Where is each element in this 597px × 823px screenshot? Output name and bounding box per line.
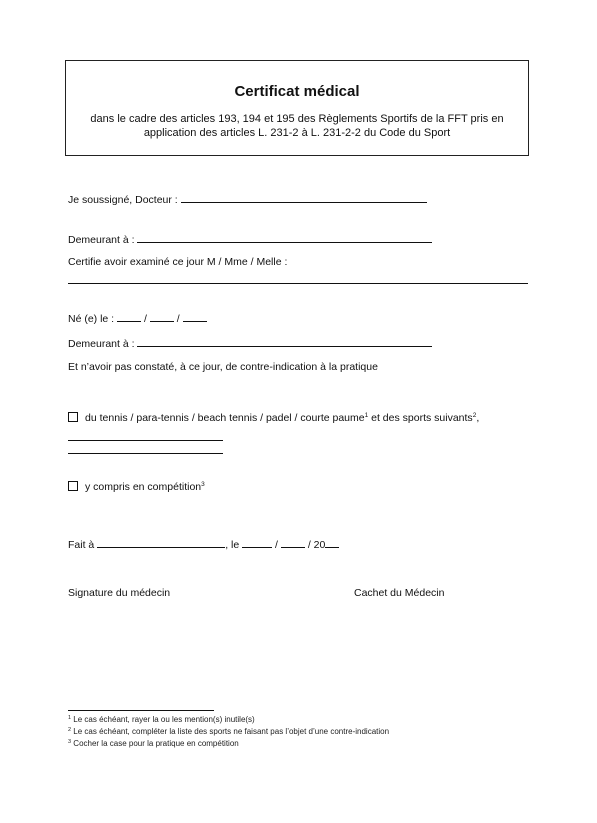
footnote-2 bbox=[68, 727, 389, 736]
footnote-text: Cocher la case pour la pratique en compétition bbox=[73, 739, 239, 748]
birth-year-field[interactable] bbox=[183, 311, 207, 322]
residing2-row bbox=[68, 336, 432, 350]
footnote-number: 2 bbox=[68, 727, 72, 733]
done-at-label: Fait à bbox=[68, 539, 95, 551]
year-field[interactable] bbox=[325, 537, 339, 548]
doctor-stamp-label: Cachet du Médecin bbox=[354, 587, 445, 599]
footnote-text: Le cas échéant, compléter la liste des sports ne faisant pas l’objet d’une contre-indication bbox=[73, 727, 390, 736]
born-label: Né (e) le : bbox=[68, 313, 115, 325]
other-sports-end: , bbox=[476, 412, 480, 424]
footnote-number: 3 bbox=[68, 739, 72, 745]
residing-label: Demeurant à : bbox=[68, 234, 135, 246]
no-contra-text: Et n’avoir pas constaté, à ce jour, de contre-indication à la pratique bbox=[68, 361, 378, 373]
sports-row bbox=[68, 412, 479, 424]
residing-row bbox=[68, 232, 432, 246]
other-sport-field-1[interactable] bbox=[68, 440, 223, 441]
birth-day-field[interactable] bbox=[117, 311, 141, 322]
footnote-ref-1: 1 bbox=[364, 412, 369, 419]
patient-address-field[interactable] bbox=[137, 336, 432, 347]
residing2-label: Demeurant à : bbox=[68, 338, 135, 350]
sports-text: du tennis / para-tennis / beach tennis / padel / courte paume bbox=[85, 412, 365, 424]
document-title: Certificat médical bbox=[234, 83, 360, 100]
footnote-3 bbox=[68, 739, 239, 748]
day-field[interactable] bbox=[242, 537, 272, 548]
footnote-1 bbox=[68, 715, 255, 724]
doctor-name-field[interactable] bbox=[181, 192, 427, 203]
footnote-text: Le cas échéant, rayer la ou les mention(s) inutile(s) bbox=[73, 715, 255, 724]
date-separator: / bbox=[143, 313, 147, 325]
born-row bbox=[68, 311, 207, 325]
month-field[interactable] bbox=[281, 537, 305, 548]
on-label: , le bbox=[225, 539, 240, 551]
doctor-signature-label: Signature du médecin bbox=[68, 587, 171, 599]
subtitle-line-1: dans le cadre des articles 193, 194 et 195 des Règlements Sportifs de la FFT pris en bbox=[90, 113, 504, 125]
sports-checkbox[interactable] bbox=[68, 412, 78, 422]
other-sports-text: et des sports suivants bbox=[368, 412, 473, 424]
year-prefix: / 20 bbox=[307, 539, 326, 551]
footnote-ref-2: 2 bbox=[472, 412, 477, 419]
place-date-row bbox=[68, 537, 339, 551]
footnote-separator bbox=[68, 710, 214, 711]
doctor-address-field[interactable] bbox=[137, 232, 432, 243]
birth-month-field[interactable] bbox=[150, 311, 174, 322]
footnote-number: 1 bbox=[68, 715, 72, 721]
patient-name-field[interactable] bbox=[68, 283, 528, 284]
doctor-label: Je soussigné, Docteur : bbox=[68, 194, 178, 206]
footnote-ref-3: 3 bbox=[201, 481, 205, 488]
competition-text: y compris en compétition bbox=[85, 481, 202, 493]
place-field[interactable] bbox=[97, 537, 225, 548]
date-separator: / bbox=[176, 313, 180, 325]
subtitle-line-2: application des articles L. 231-2 à L. 231-2-2 du Code du Sport bbox=[143, 127, 451, 139]
doctor-row bbox=[68, 192, 427, 206]
other-sport-field-2[interactable] bbox=[68, 453, 223, 454]
competition-row bbox=[68, 481, 205, 493]
certify-text: Certifie avoir examiné ce jour M / Mme / Melle : bbox=[68, 256, 288, 268]
header-box bbox=[65, 60, 529, 156]
date-separator: / bbox=[275, 539, 278, 551]
competition-checkbox[interactable] bbox=[68, 481, 78, 491]
document-subtitle bbox=[66, 112, 528, 140]
